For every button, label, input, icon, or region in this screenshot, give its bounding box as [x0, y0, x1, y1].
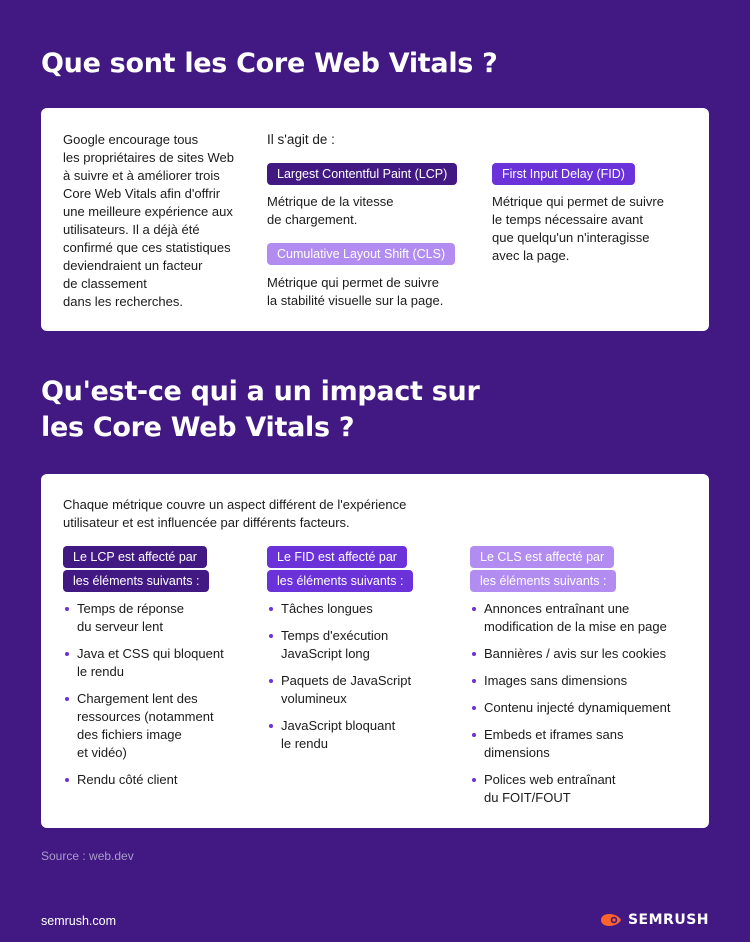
cls-factors-tag-line2: les éléments suivants :	[470, 570, 616, 592]
cls-factors-tag	[470, 546, 616, 594]
fid-factors-tag-line2: les éléments suivants :	[267, 570, 413, 592]
semrush-wordmark: SEMRUSH	[627, 912, 709, 928]
cls-description: Métrique qui permet de suivre la stabilité visuelle sur la page.	[267, 275, 444, 308]
fid-description: Métrique qui permet de suivre le temps nécessaire avant que quelqu'un n'interagisse avec la page.	[492, 194, 664, 263]
list-item: Rendu côté client	[63, 771, 253, 789]
fid-factors-tag-line1: Le FID est affecté par	[267, 546, 407, 568]
lcp-factors-tag-line2: les éléments suivants :	[63, 570, 209, 592]
fid-factors-list	[267, 600, 457, 762]
section2-title-line1: Qu'est-ce qui a un impact sur	[41, 376, 480, 407]
list-item: Java et CSS qui bloquent le rendu	[63, 645, 253, 681]
list-item: Tâches longues	[267, 600, 457, 618]
section1-title: Que sont les Core Web Vitals ?	[41, 48, 498, 79]
section1-intro: Google encourage tous les propriétaires de sites Web à suivre et à améliorer trois Core Web Vitals afin d'offrir une meilleure expérience aux utilisateurs. Il a déjà été confirmé que ces statistiques deviendraient un facteur de classement dans les recherches.	[63, 132, 235, 309]
list-item: Bannières / avis sur les cookies	[470, 645, 700, 663]
semrush-flame-icon	[600, 913, 622, 927]
cls-factors-list	[470, 600, 700, 816]
semrush-logo	[600, 912, 709, 928]
lcp-tag: Largest Contentful Paint (LCP)	[267, 163, 457, 185]
list-item: Embeds et iframes sans dimensions	[470, 726, 700, 762]
list-item: Images sans dimensions	[470, 672, 700, 690]
list-item: Temps d'exécution JavaScript long	[267, 627, 457, 663]
impact-card	[41, 474, 709, 828]
lcp-factors-tag-line1: Le LCP est affecté par	[63, 546, 207, 568]
lcp-factors-tag	[63, 546, 209, 594]
cls-factors-tag-line1: Le CLS est affecté par	[470, 546, 614, 568]
source-note: Source : web.dev	[41, 849, 134, 863]
fid-tag: First Input Delay (FID)	[492, 163, 635, 185]
lcp-factors-list	[63, 600, 253, 798]
lcp-description: Métrique de la vitesse de chargement.	[267, 194, 394, 227]
core-web-vitals-card	[41, 108, 709, 331]
section2-title	[41, 374, 479, 446]
list-item: Annonces entraînant une modification de la mise en page	[470, 600, 700, 636]
section1-lead: Il s'agit de :	[267, 132, 335, 147]
site-link[interactable]: semrush.com	[41, 914, 117, 928]
list-item: Polices web entraînant du FOIT/FOUT	[470, 771, 700, 807]
list-item: JavaScript bloquant le rendu	[267, 717, 457, 753]
list-item: Temps de réponse du serveur lent	[63, 600, 253, 636]
fid-factors-tag	[267, 546, 413, 594]
list-item: Paquets de JavaScript volumineux	[267, 672, 457, 708]
list-item: Contenu injecté dynamiquement	[470, 699, 700, 717]
section2-title-line2: les Core Web Vitals ?	[41, 412, 355, 443]
cls-tag: Cumulative Layout Shift (CLS)	[267, 243, 455, 265]
section2-intro: Chaque métrique couvre un aspect différent de l'expérience utilisateur et est influencée par différents facteurs.	[63, 497, 407, 530]
list-item: Chargement lent des ressources (notamment des fichiers image et vidéo)	[63, 690, 253, 762]
